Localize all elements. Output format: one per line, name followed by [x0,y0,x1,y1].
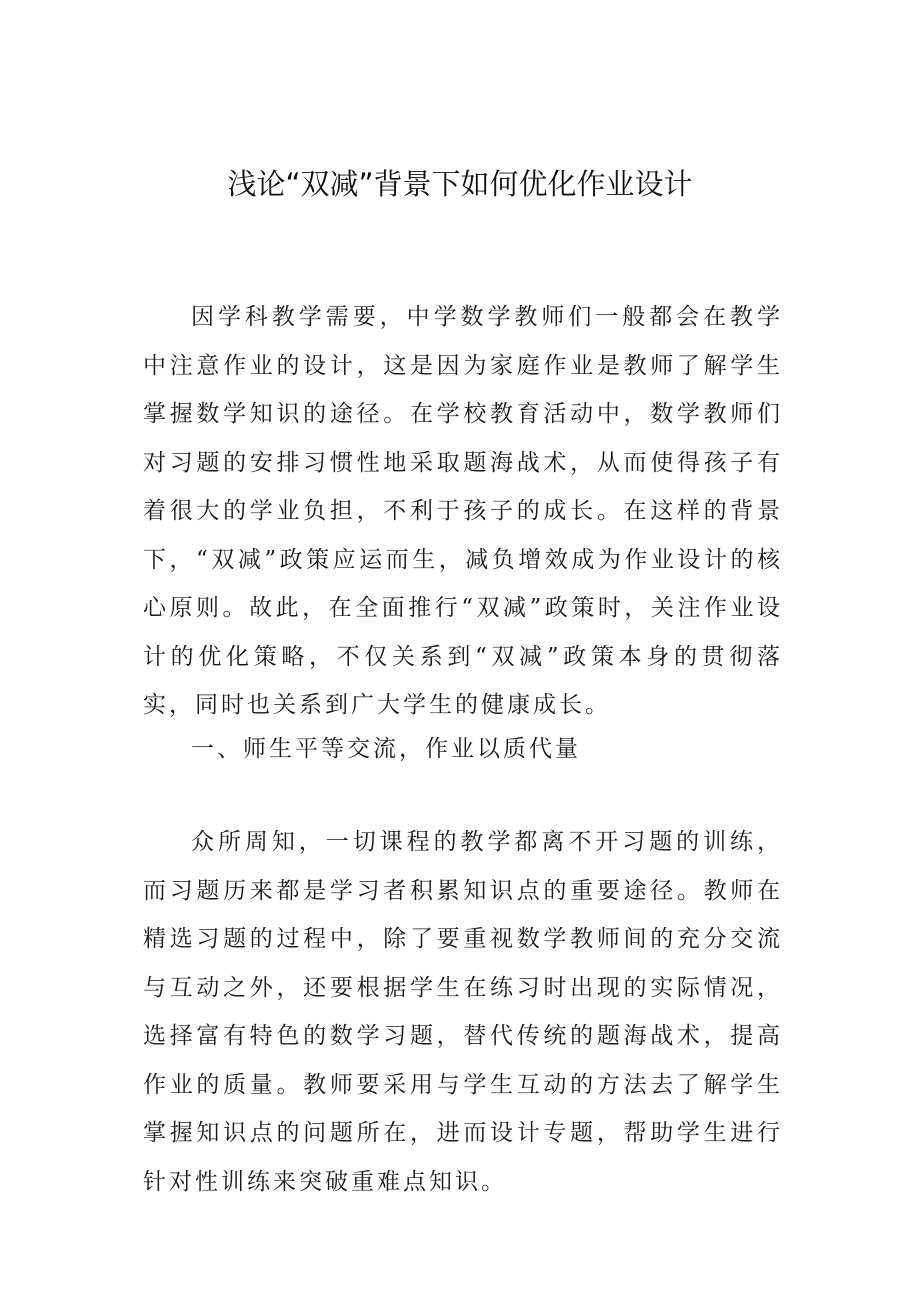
section-heading: 一、师生平等交流，作业以质代量 [191,736,581,762]
section-paragraph: 众所周知，一切课程的教学都离不开习题的训练，而习题历来都是学习者积累知识点的重要途径。教师在精选习题的过程中，除了要重视数学教师间的充分交流与互动之外，还要根据学生在练习时出现的实际情况，选择富有特色的数学习题，替代传统的题海战术，提高作业的质量。教师要采用与学生互动的方法去了解学生掌握知识点的问题所在，进而设计专题，帮助学生进行针对性训练来突破重难点知识。 [143,829,783,1195]
document-title: 浅论“双减”背景下如何优化作业设计 [227,167,693,201]
intro-paragraph: 因学科教学需要，中学数学教师们一般都会在教学中注意作业的设计，这是因为家庭作业是教师了解学生掌握数学知识的途径。在学校教育活动中，数学教师们对习题的安排习惯性地采取题海战术，从而使得孩子有着很大的学业负担，不利于孩子的成长。在这样的背景下，“双减”政策应运而生，减负增效成为作业设计的核心原则。故此，在全面推行“双减”政策时，关注作业设计的优化策略，不仅关系到“双减”政策本身的贯彻落实，同时也关系到广大学生的健康成长。 [143,304,783,718]
